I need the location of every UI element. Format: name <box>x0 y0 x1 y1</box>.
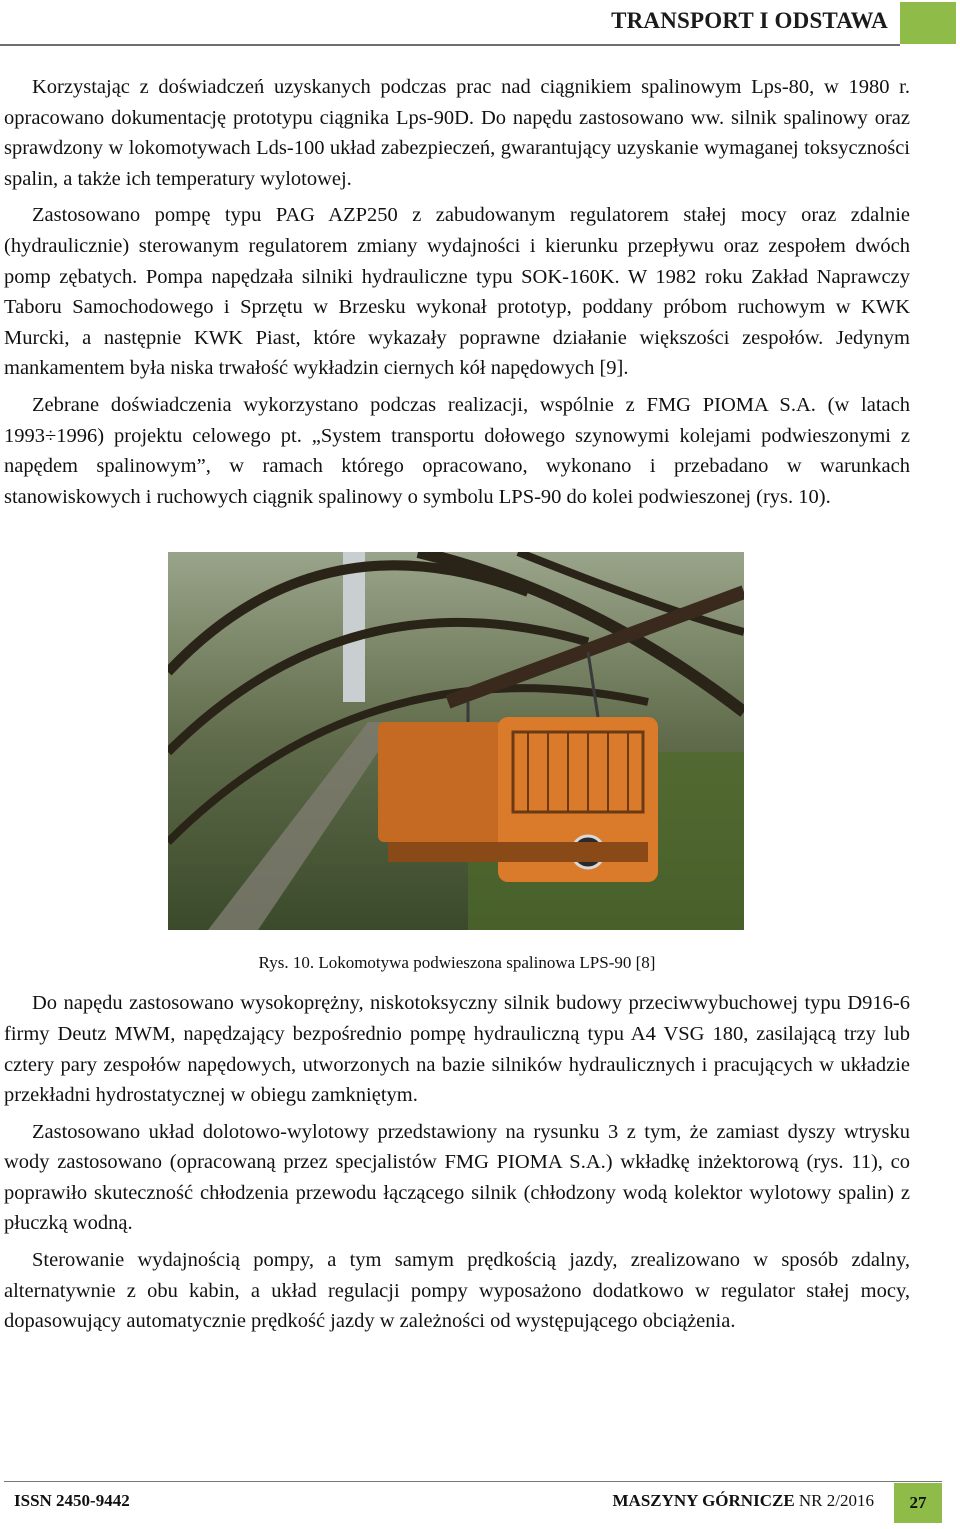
figure-caption: Rys. 10. Lokomotywa podwieszona spalinowa LPS-90 [8] <box>258 953 656 973</box>
header-accent-block <box>900 2 956 44</box>
locomotive-photo <box>168 552 744 930</box>
section-title: TRANSPORT I ODSTAWA <box>611 8 888 33</box>
footer-issn: ISSN 2450-9442 <box>14 1491 130 1510</box>
page-number: 27 <box>894 1483 942 1523</box>
journal-issue: NR 2/2016 <box>798 1491 874 1510</box>
paragraph: Sterowanie wydajnością pompy, a tym samym prędkością jazdy, zrealizowano w sposób zdalny, alternatywnie z obu kabin, a układ regulacji pompy wyposażono dodatkowo w regulator stałej mocy, dopasowujący automatycznie prędkość jazdy w zależności od występującego obciążenia. <box>4 1249 910 1333</box>
journal-name: MASZYNY GÓRNICZE <box>612 1491 795 1510</box>
paragraph: Zebrane doświadczenia wykorzystano podczas realizacji, wspólnie z FMG PIOMA S.A. (w latach 1993÷1996) projektu celowego pt. „System transportu dołowego szynowymi kolejami podwieszonymi z napędem spalinowym”, w ramach którego opracowano, wykonano i przebadano w warunkach stanowiskowych i ruchowych ciągnik spalinowy o symbolu LPS-90 do kolei podwieszonej (rys. 10). <box>4 393 910 508</box>
paragraph: Zastosowano pompę typu PAG AZP250 z zabudowanym regulatorem stałej mocy oraz zdalnie (hydraulicznie) sterowanym regulatorem zmiany wydajności i kierunku przepływu oraz zespołem dwóch pomp zębatych. Pompa napędzała silniki hydrauliczne typu SOK-160K. W 1982 roku Zakład Naprawczy Taboru Samochodowego i Sprzętu w Brzesku wykonał prototyp, poddany próbom ruchowym w KWK Murcki, a następnie KWK Piast, które wykazały poprawne działanie większości zespołów. Jedynym mankamentem była niska trwałość wykładzin ciernych kół napędowych [9]. <box>4 204 910 380</box>
paragraph: Do napędu zastosowano wysokoprężny, niskotoksyczny silnik budowy przeciwwybuchowej typu D916-6 firmy Deutz MWM, napędzający bezpośrednio pompę hydrauliczną typu A4 VSG 180, zasilającą trzy lub cztery pary zespołów napędowych, utworzonych na bazie silników hydraulicznych i pracujących w układzie przekładni hydrostatycznej w obiegu zamkniętym. <box>4 992 910 1107</box>
footer-rule <box>4 1481 942 1482</box>
header-rule <box>0 44 900 46</box>
paragraph: Korzystając z doświadczeń uzyskanych podczas prac nad ciągnikiem spalinowym Lps-80, w 1980 r. opracowano dokumentację prototypu ciągnika Lps-90D. Do napędu zastosowano ww. silnik spalinowy oraz sprawdzony w lokomotywach Lds-100 układ zabezpieczeń, gwarantujący uzyskanie wymaganej toksyczności spalin, a także ich temperatury wylotowej. <box>4 76 910 190</box>
article-body <box>4 72 910 1337</box>
paragraph: Zastosowano układ dolotowo-wylotowy przedstawiony na rysunku 3 z tym, że zamiast dyszy wtrysku wody zastosowano (opracowaną przez specjalistów FMG PIOMA S.A.) wkładkę inżektorową (rys. 11), co poprawiło skuteczność chłodzenia przewodu łączącego silnik (chłodzony wodą kolektor wylotowy spalin) z płuczką wodną. <box>4 1120 910 1235</box>
footer-journal <box>613 1491 874 1511</box>
figure-locomotive-photo <box>168 552 744 930</box>
body-after-figure <box>4 988 910 1337</box>
page-header <box>0 0 960 46</box>
